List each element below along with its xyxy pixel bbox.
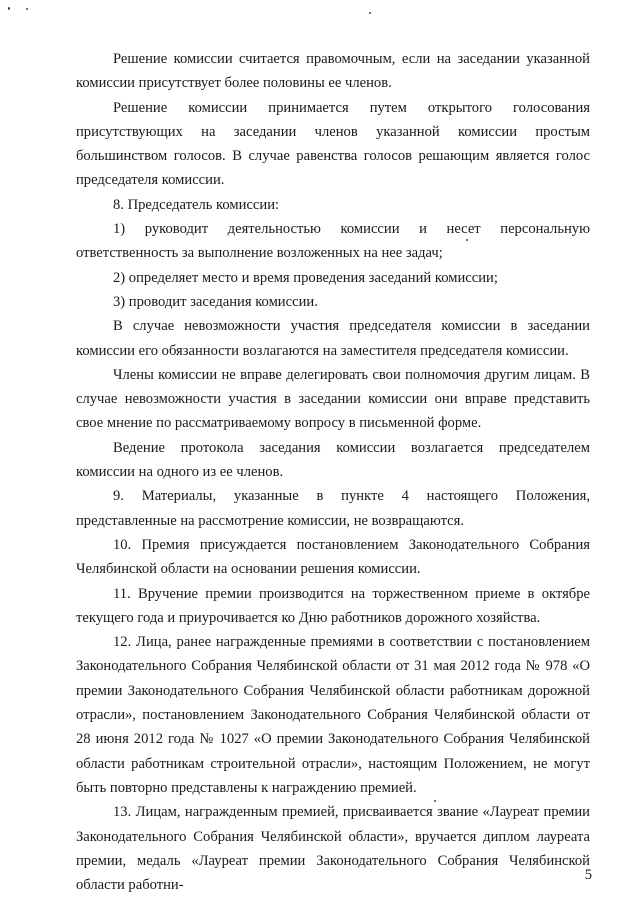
paragraph-item-11: 11. Вручение премии производится на торжественном приеме в октябре текущего года и приурочивается ко Дню работников дорожного хозяйства. bbox=[76, 585, 590, 626]
scan-speck bbox=[8, 7, 10, 10]
paragraph-protocol: Ведение протокола заседания комиссии возлагается председателем комиссии на одного из ее членов. bbox=[76, 439, 590, 481]
paragraph-item-10: 10. Премия присуждается постановлением Законодательного Собрания Челябинской области на основании решения комиссии. bbox=[76, 536, 590, 578]
scan-speck bbox=[434, 800, 436, 802]
paragraph-item-8-1: 1) руководит деятельностью комиссии и несет персональную ответственность за выполнение возложенных на нее задач; bbox=[76, 221, 590, 262]
paragraph-deputy: В случае невозможности участия председателя комиссии в заседании комиссии его обязанности возлагаются на заместителя председателя комиссии. bbox=[76, 318, 590, 359]
paragraph-voting: Решение комиссии принимается путем открытого голосования присутствующих на заседании членов указанной комиссии простым большинством голосов. В случае равенства голосов решающим является голос председателя комиссии. bbox=[76, 99, 590, 189]
paragraph-item-9: 9. Материалы, указанные в пункте 4 настоящего Положения, представленные на рассмотрение комиссии, не возвращаются. bbox=[76, 488, 590, 529]
scan-speck bbox=[466, 239, 468, 241]
paragraph-item-8-3: 3) проводит заседания комиссии. bbox=[113, 293, 318, 310]
scan-speck bbox=[369, 12, 371, 14]
document-body bbox=[76, 47, 590, 897]
scan-speck bbox=[26, 8, 28, 10]
paragraph-item-13: 13. Лицам, награжденным премией, присваивается звание «Лауреат премии Законодательного Собрания Челябинской области», вручается диплом лауреата премии, медаль «Лауреат премии Законодательного Собрания Челябинской области работни- bbox=[76, 804, 590, 894]
paragraph-members-delegation: Члены комиссии не вправе делегировать свои полномочия другим лицам. В случае невозможности участия в заседании комиссии они вправе представить свое мнение по рассматриваемому вопросу в письменной форме. bbox=[76, 366, 590, 432]
paragraph-item-12: 12. Лица, ранее награжденные премиями в соответствии с постановлением Законодательного Собрания Челябинской области от 31 мая 2012 года № 978 «О премии Законодательного Собрания Челябинской области работникам дорожной отрасли», постановлением Законодательного Собрания Челябинской области от 28 июня 2012 года № 1027 «О премии Законодательного Собрания Челябинской области работникам строительной отрасли», настоящим Положением, не могут быть повторно представлены к награждению премией. bbox=[76, 634, 590, 796]
paragraph-item-8-heading: 8. Председатель комиссии: bbox=[113, 196, 280, 213]
paragraph-quorum: Решение комиссии считается правомочным, если на заседании указанной комиссии присутствует более половины ее членов. bbox=[76, 51, 590, 92]
paragraph-item-8-2: 2) определяет место и время проведения заседаний комиссии; bbox=[113, 269, 498, 286]
page-number: 5 bbox=[584, 867, 592, 883]
